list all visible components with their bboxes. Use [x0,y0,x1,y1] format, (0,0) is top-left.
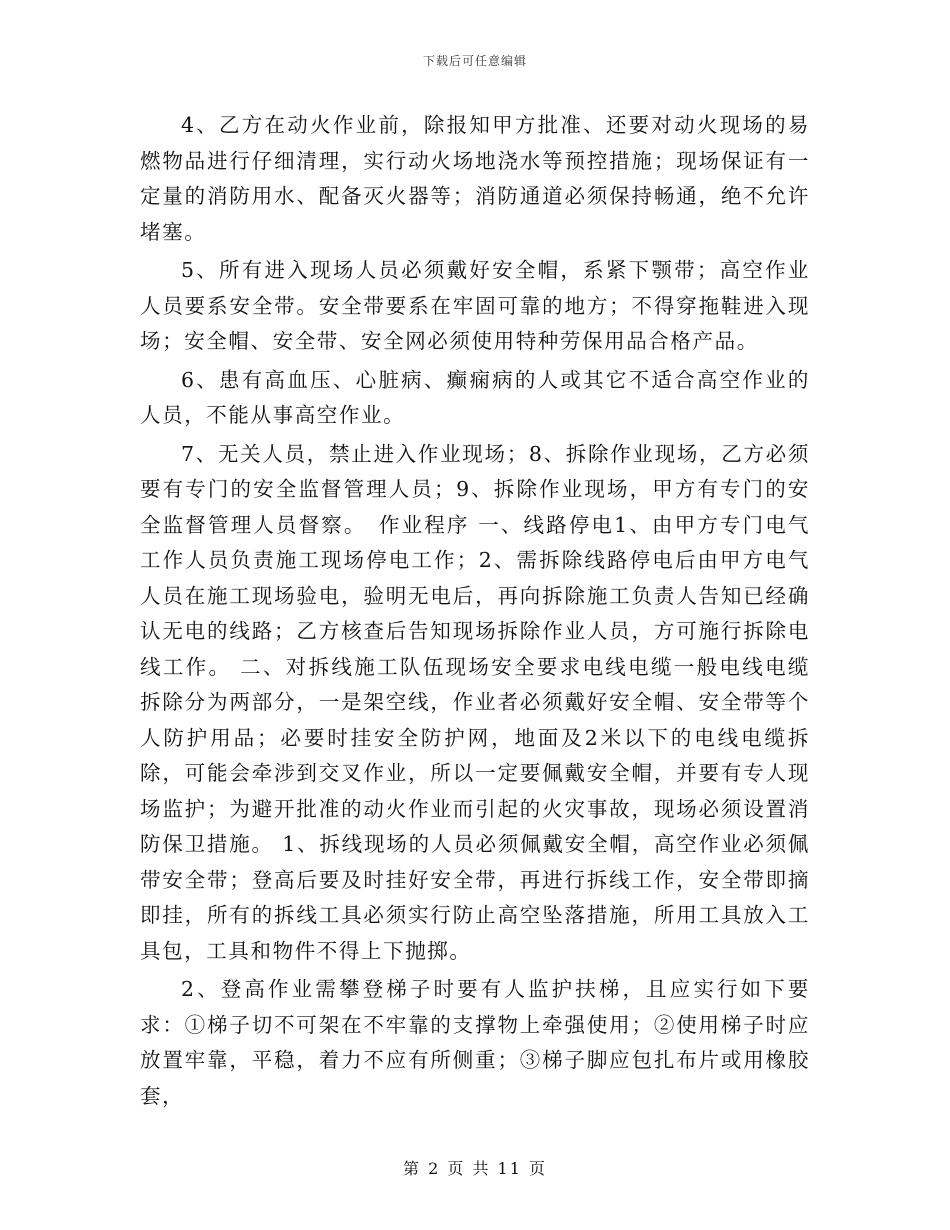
paragraph-5: 5、所有进入现场人员必须戴好安全帽，系紧下颚带；高空作业人员要系安全带。安全带要系在牢固可靠的地方；不得穿拖鞋进入现场；安全帽、安全带、安全网必须使用特种劳保用品合格产品。 [140,258,810,353]
document-body [140,108,810,1114]
page-header: 下载后可任意编辑 [422,54,527,68]
paragraph-6: 6、患有高血压、心脏病、癫痫病的人或其它不适合高空作业的人员，不能从事高空作业。 [140,367,810,427]
page-footer: 第 2 页 共 11 页 [403,1159,547,1178]
paragraph-4: 4、乙方在动火作业前，除报知甲方批准、还要对动火现场的易燃物品进行仔细清理，实行动火场地浇水等预控措施；现场保证有一定量的消防用水、配备灭火器等；消防通道必须保持畅通，绝不允许堵塞。 [140,113,810,244]
paragraph-7: 7、无关人员，禁止进入作业现场；8、拆除作业现场，乙方必须要有专门的安全监督管理人员；9、拆除作业现场，甲方有专门的安全监督管理人员督察。 作业程序 一、线路停电1、由甲方专门电气工作人员负责施工现场停电工作；2、需拆除线路停电后由甲方电气人员在施工现场验电，验明无电后，再向拆除施工负责人告知已经确认无电的线路；乙方核查后告知现场拆除作业人员，方可施行拆除电线工作。 二、对拆线施工队伍现场安全要求电线电缆一般电线电缆拆除分为两部分，一是架空线，作业者必须戴好安全帽、安全带等个人防护用品；必要时挂安全防护网，地面及2米以下的电线电缆拆除，可能会牵涉到交叉作业，所以一定要佩戴安全帽，并要有专人现场监护；为避开批准的动火作业而引起的火灾事故，现场必须设置消防保卫措施。 1、拆线现场的人员必须佩戴安全帽，高空作业必须佩带安全带；登高后要及时挂好安全带，再进行拆线工作，安全带即摘即挂，所有的拆线工具必须实行防止高空坠落措施，所用工具放入工具包，工具和物件不得上下抛掷。 [140,441,810,963]
paragraph-ladder: 2、登高作业需攀登梯子时要有人监护扶梯，且应实行如下要求：①梯子切不可架在不牢靠的支撑物上牵强使用；②使用梯子时应放置牢靠，平稳，着力不应有所侧重；③梯子脚应包扎布片或用橡胶套， [140,977,810,1108]
